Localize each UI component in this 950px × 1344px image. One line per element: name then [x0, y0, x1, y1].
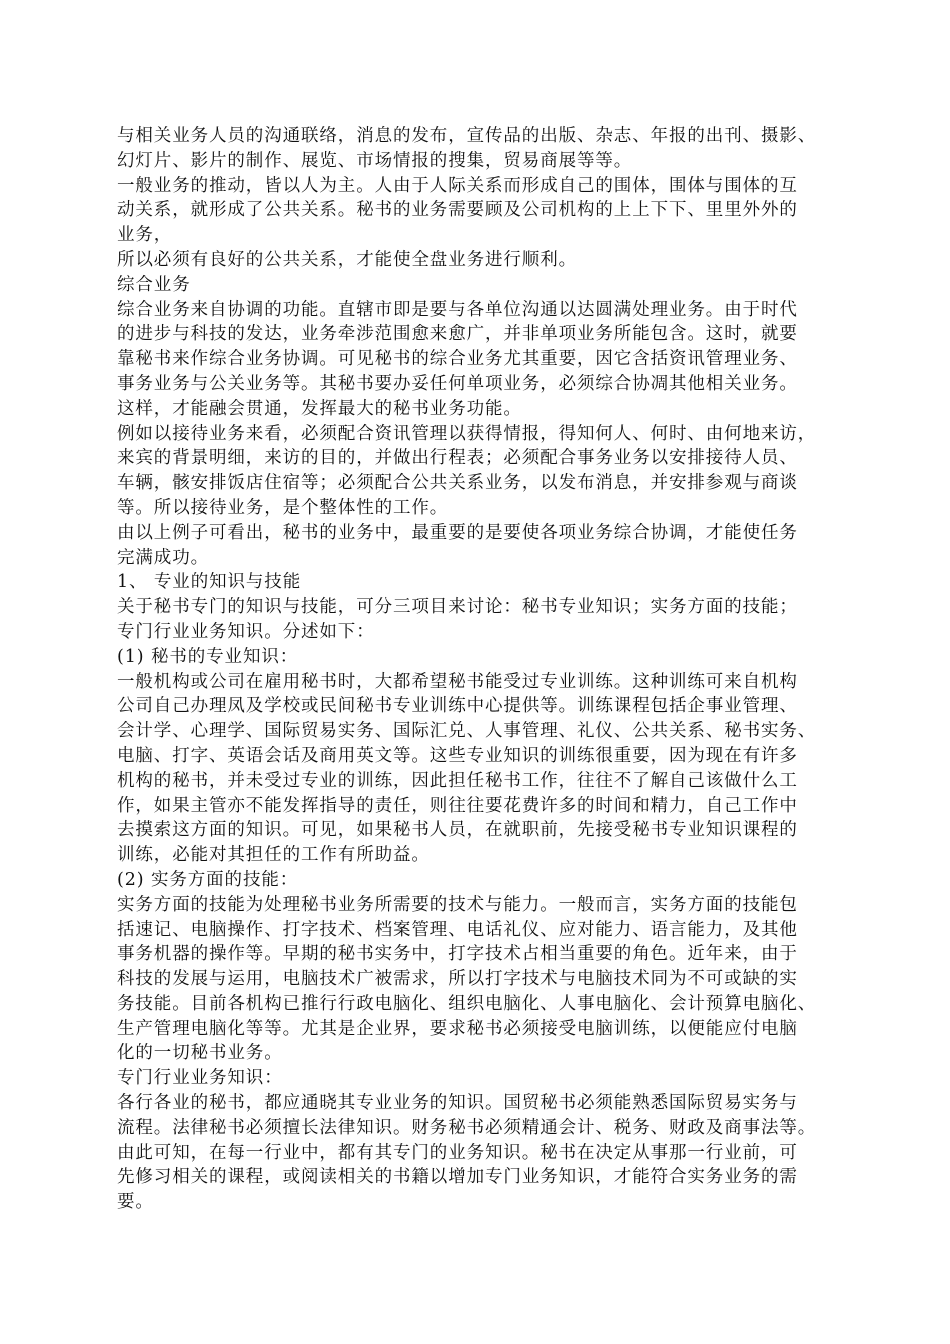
text-line: 关于秘书专门的知识与技能，可分三项目来讨论：秘书专业知识；实务方面的技能； [117, 597, 798, 618]
section-heading: 综合业务 [117, 274, 191, 295]
text-line: 业务， [117, 225, 173, 246]
text-line: 生产管理电脑化等等。尤其是企业界，要求秘书必须接受电脑训练，以便能应付电脑 [117, 1018, 798, 1039]
text-line: 流程。法律秘书必须擅长法律知识。财务秘书必须精通会计、税务、财政及商事法等。 [117, 1117, 817, 1138]
text-line: 科技的发展与运用，电脑技术广被需求，所以打字技术与电脑技术同为不可或缺的实 [117, 969, 798, 990]
text-line: 所以必须有良好的公共关系，才能使全盘业务进行顺利。 [117, 249, 577, 270]
text-line: 靠秘书来作综合业务协调。可见秘书的综合业务尤其重要，因它含括资讯管理业务、 [117, 349, 798, 370]
text-line: 公司自己办理凤及学校或民间秘书专业训练中心提供等。训练课程包括企事业管理、 [117, 696, 798, 717]
text-line: 务技能。目前各机构已推行行政电脑化、组织电脑化、人事电脑化、会计预算电脑化、 [117, 993, 817, 1014]
text-line: 会计学、心理学、国际贸易实务、国际汇兑、人事管理、礼仪、公共关系、秘书实务、 [117, 721, 817, 742]
text-line: 事务业务与公关业务等。其秘书要办妥任何单项业务，必须综合协凋其他相关业务。 [117, 373, 798, 394]
text-line: 这样，才能融会贯通，发挥最大的秘书业务功能。 [117, 398, 522, 419]
text-line: 由以上例子可看出，秘书的业务中，最重要的是要使各项业务综合协调，才能使任务 [117, 522, 798, 543]
text-line: 括速记、电脑操作、打字技术、档案管理、电话礼仪、应对能力、语言能力，及其他 [117, 919, 798, 940]
text-line: 各行各业的秘书，都应通晓其专业业务的知识。国贸秘书必须能熟悉国际贸易实务与 [117, 1093, 798, 1114]
text-line: 例如以接待业务来看，必须配合资讯管理以获得情报，得知何人、何时、由何地来访， [117, 423, 817, 444]
text-line: 等。所以接待业务，是个整体性的工作。 [117, 497, 449, 518]
text-line: 训练，必能对其担任的工作有所助益。 [117, 845, 430, 866]
text-line: 电脑、打字、英语会话及商用英文等。这些专业知识的训练很重要，因为现在有许多 [117, 745, 798, 766]
text-line: 先修习相关的课程，或阅读相关的书籍以增加专门业务知识，才能符合实务业务的需 [117, 1167, 798, 1188]
text-line: 一般机构或公司在雇用秘书时，大都希望秘书能受过专业训练。这种训练可来自机构 [117, 671, 798, 692]
text-line: 去摸索这方面的知识。可见，如果秘书人员，在就职前，先接受秘书专业知识课程的 [117, 820, 798, 841]
text-line: 动关系，就形成了公共关系。秘书的业务需要顾及公司机构的上上下下、里里外外的 [117, 200, 798, 221]
text-line: 由此可知，在每一行业中，都有其专门的业务知识。秘书在决定从事那一行业前，可 [117, 1142, 798, 1163]
text-line: 一般业务的推动，皆以人为主。人由于人际关系而形成自己的围体，围体与围体的互 [117, 175, 798, 196]
text-line: 来宾的背景明细，来访的目的，并做出行程表；必须配合事务业务以安排接待人员、 [117, 448, 798, 469]
subsection-heading: (2) 实务方面的技能： [117, 869, 299, 890]
text-line: 实务方面的技能为处理秘书业务所需要的技术与能力。一般而言，实务方面的技能包 [117, 894, 798, 915]
document-body [117, 124, 857, 1215]
text-line: 综合业务来自协调的功能。直辖市即是要与各单位沟通以达圆满处理业务。由于时代 [117, 299, 798, 320]
text-line: 幻灯片、影片的制作、展览、市场情报的搜集，贸易商展等等。 [117, 150, 633, 171]
text-line: 事务机器的操作等。早期的秘书实务中，打字技术占相当重要的角色。近年来，由于 [117, 944, 798, 965]
text-line: 作，如果主管亦不能发挥指导的责任，则往往要花费许多的时间和精力，自己工作中 [117, 795, 798, 816]
text-line: 完满成功。 [117, 547, 209, 568]
text-line: 专门行业业务知识。分述如下： [117, 621, 375, 642]
section-heading: 1、 专业的知识与技能 [117, 572, 302, 593]
text-line: 的进步与科技的发达，业务牵涉范围愈来愈广，并非单项业务所能包含。这时，就要 [117, 324, 798, 345]
text-line: 要。 [117, 1192, 154, 1213]
subsection-heading: (1) 秘书的专业知识： [117, 646, 299, 667]
text-line: 与相关业务人员的沟通联络，消息的发布，宣传品的出版、杂志、年报的出刊、摄影、 [117, 126, 817, 146]
text-line: 化的一切秘书业务。 [117, 1043, 283, 1064]
text-line: 车辆，骸安排饭店住宿等；必须配合公共关系业务，以发布消息，并安排参观与商谈 [117, 473, 798, 494]
subsection-heading: 专门行业业务知识： [117, 1068, 283, 1089]
text-line: 机构的秘书，并未受过专业的训练，因此担任秘书工作，往往不了解自己该做什么工 [117, 770, 798, 791]
